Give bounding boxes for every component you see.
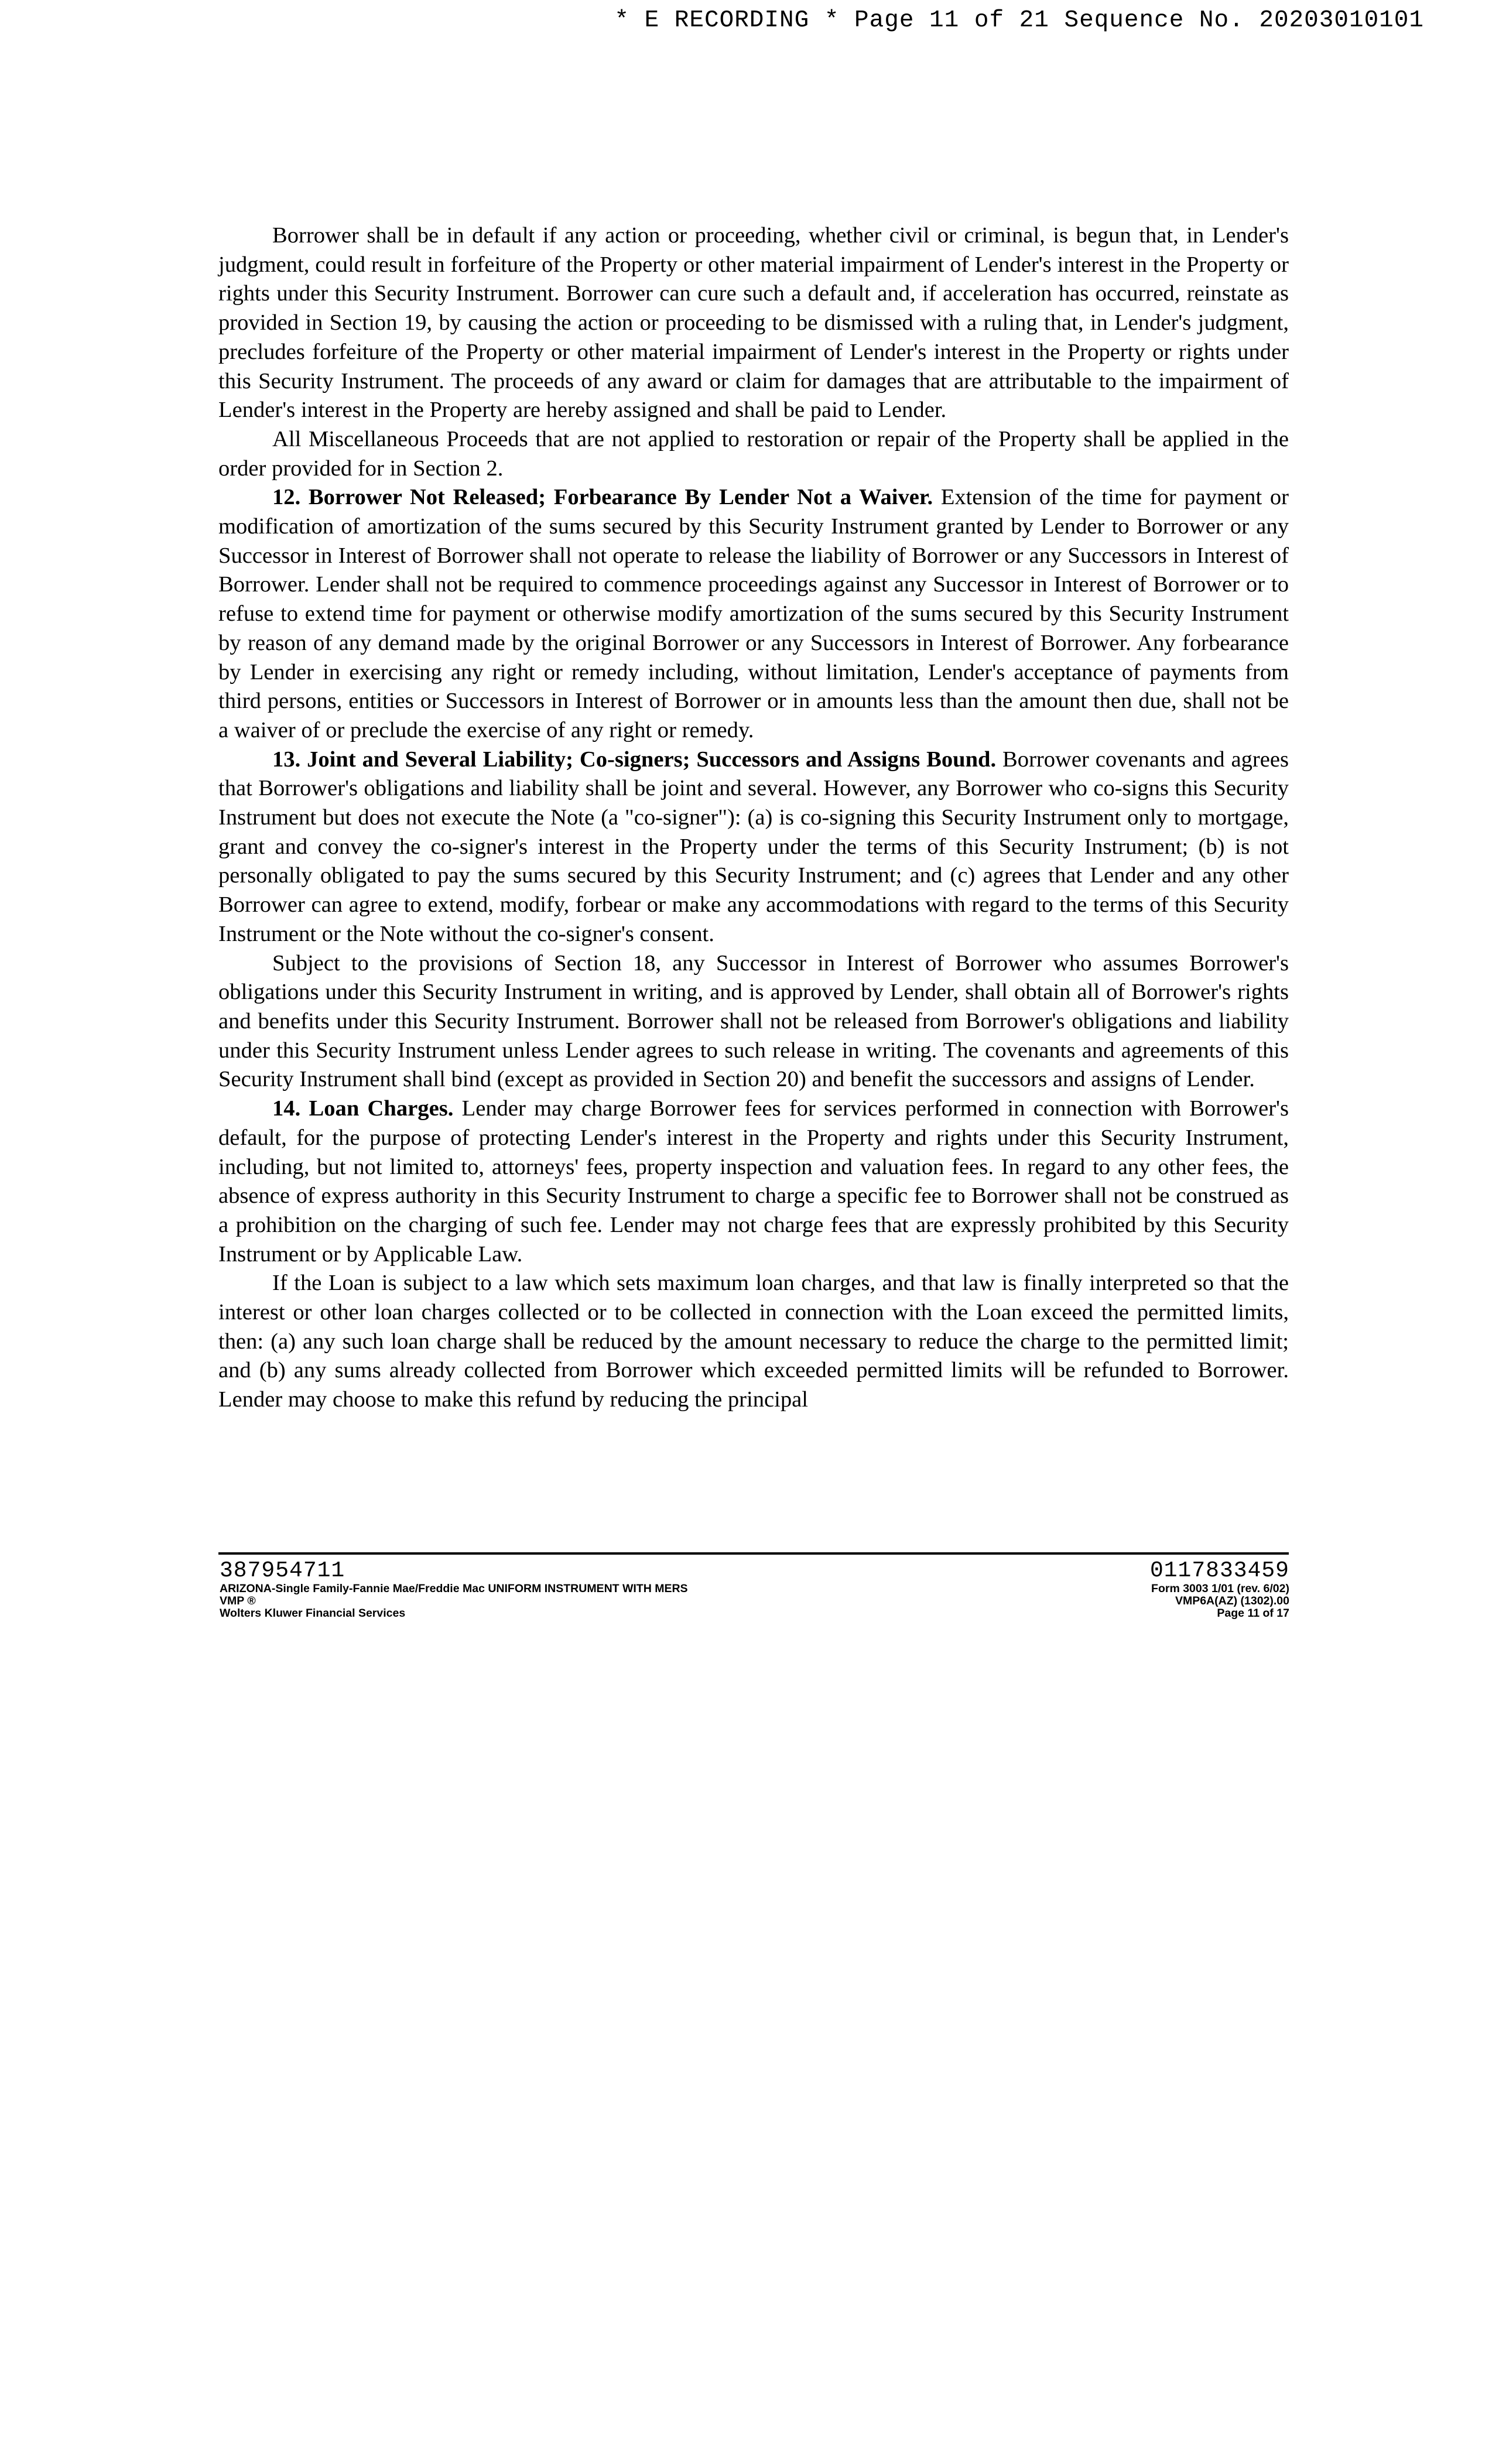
section-heading: 13. Joint and Several Liability; Co-signers; Successors and Assigns Bound. — [272, 747, 997, 772]
loan-number: 387954711 — [220, 1558, 345, 1583]
section-heading: 12. Borrower Not Released; Forbearance By Lender Not a Waiver. — [272, 485, 933, 510]
paragraph-text: Subject to the provisions of Section 18, any Successor in Interest of Borrower who assumes Borrower's obligations under this Security Instrument in writing, and is approved by Lender, shall obtain all of Borrower's rights and benefits under this Security Instrument. Borrower shall not be released from Borrower's obligations and liability under this Security Instrument unless Lender agrees to such release in writing. The covenants and agreements of this Security Instrument shall bind (except as provided in Section 20) and benefit the successors and assigns of Lender. — [218, 950, 1289, 1092]
paragraph-text: Extension of the time for payment or modification of amortization of the sums secured by this Security Instrument granted by Lender to Borrower or any Successor in Interest of Borrower shall not operate to release the liability of Borrower or any Successors in Interest of Borrower. Lender shall not be required to commence proceedings against any Successor in Interest of Borrower or to refuse to extend time for payment or otherwise modify amortization of the sums secured by this Security Instrument by reason of any demand made by the original Borrower or any Successors in Interest of Borrower. Any forbearance by Lender in exercising any right or remedy including, without limitation, Lender's acceptance of payments from third persons, entities or Successors in Interest of Borrower or in amounts less than the amount then due, shall not be a waiver of or preclude the exercise of any right or remedy. — [218, 485, 1289, 742]
paragraph — [218, 949, 1289, 1095]
section-heading: 14. Loan Charges. — [272, 1096, 454, 1121]
section-12-paragraph — [218, 483, 1289, 745]
document-number: 0117833459 — [1149, 1558, 1289, 1583]
form-title: ARIZONA-Single Family-Fannie Mae/Freddie Mac UNIFORM INSTRUMENT WITH MERS — [220, 1582, 688, 1595]
section-13-paragraph — [218, 745, 1289, 949]
paragraph-text: Borrower shall be in default if any action or proceeding, whether civil or criminal, is begun that, in Lender's judgment, could result in forfeiture of the Property or other material impairment of Lender's interest in the Property or rights under this Security Instrument. Borrower can cure such a default and, if acceleration has occurred, reinstate as provided in Section 19, by causing the action or proceeding to be dismissed with a ruling that, in Lender's judgment, precludes forfeiture of the Property or other material impairment of Lender's interest in the Property or rights under this Security Instrument. The proceeds of any award or claim for damages that are attributable to the impairment of Lender's interest in the Property are hereby assigned and shall be paid to Lender. — [218, 223, 1289, 423]
form-number: Form 3003 1/01 (rev. 6/02) — [1151, 1582, 1289, 1595]
paragraph-text: Lender may charge Borrower fees for services performed in connection with Borrower's default, for the purpose of protecting Lender's interest in the Property and rights under this Security Instrument, including, but not limited to, attorneys' fees, property inspection and valuation fees. In regard to any other fees, the absence of express authority in this Security Instrument to charge a specific fee to Borrower shall not be construed as a prohibition on the charging of such fee. Lender may not charge fees that are expressly prohibited by this Security Instrument or by Applicable Law. — [218, 1096, 1289, 1267]
paragraph-text: If the Loan is subject to a law which sets maximum loan charges, and that law is finally interpreted so that the interest or other loan charges collected or to be collected in connection with the Loan exceed the permitted limits, then: (a) any such loan charge shall be reduced by the amount necessary to reduce the charge to the permitted limit; and (b) any sums already collected from Borrower which exceeded permitted limits will be refunded to Borrower. Lender may choose to make this refund by reducing the principal — [218, 1271, 1289, 1412]
footer-divider — [218, 1552, 1289, 1555]
vmp-mark: VMP ® — [220, 1594, 256, 1607]
recording-stamp: * E RECORDING * Page 11 of 21 Sequence No. 20203010101 — [614, 7, 1424, 34]
publisher: Wolters Kluwer Financial Services — [220, 1607, 406, 1620]
paragraph — [218, 1269, 1289, 1415]
form-code: VMP6A(AZ) (1302).00 — [1175, 1594, 1289, 1607]
paragraph — [218, 221, 1289, 425]
document-body — [218, 221, 1289, 1415]
page-label: Page 11 of 17 — [1217, 1607, 1289, 1620]
paragraph-text: Borrower covenants and agrees that Borrower's obligations and liability shall be joint and several. However, any Borrower who co-signs this Security Instrument but does not execute the Note (a "co-signer"): (a) is co-signing this Security Instrument only to mortgage, grant and convey the co-signer's interest in the Property under the terms of this Security Instrument; (b) is not personally obligated to pay the sums secured by this Security Instrument; and (c) agrees that Lender and any other Borrower can agree to extend, modify, forbear or make any accommodations with regard to the terms of this Security Instrument or the Note without the co-signer's consent. — [218, 747, 1289, 946]
paragraph-text: All Miscellaneous Proceeds that are not applied to restoration or repair of the Property shall be applied in the order provided for in Section 2. — [218, 426, 1289, 481]
footer-left — [220, 1559, 688, 1620]
section-14-paragraph — [218, 1094, 1289, 1269]
paragraph — [218, 425, 1289, 483]
footer-right — [1150, 1559, 1289, 1620]
